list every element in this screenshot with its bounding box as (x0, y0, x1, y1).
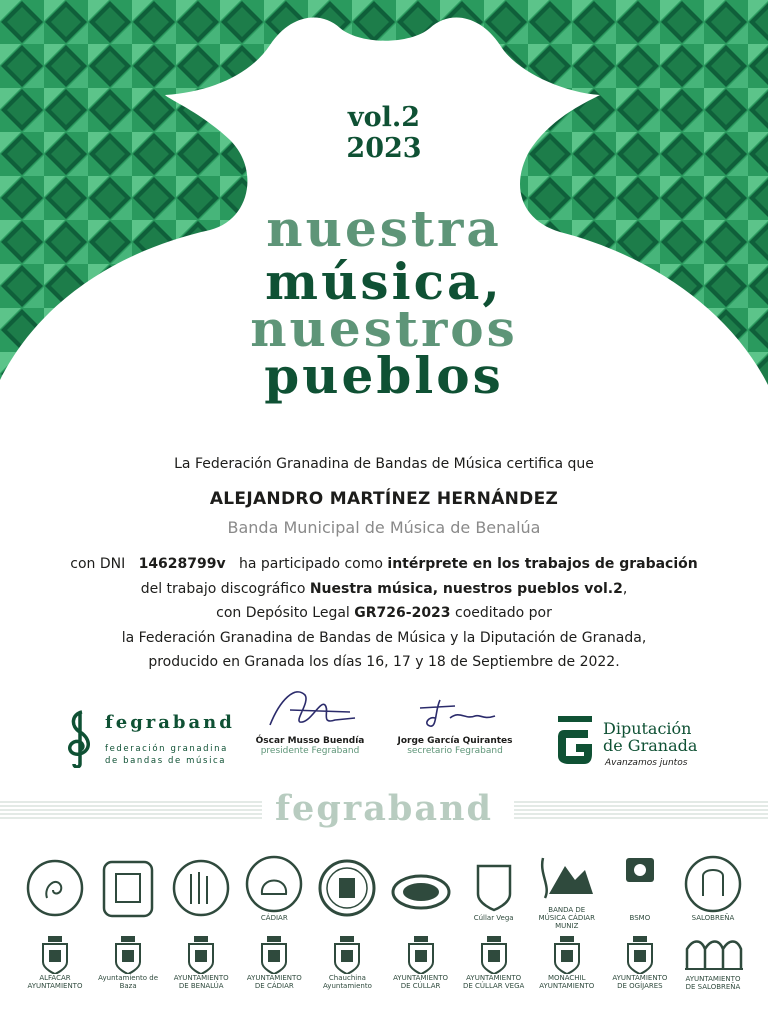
title-line-3: nuestros (250, 299, 518, 358)
signature-president: Óscar Musso Buendía presidente Fegraband (240, 680, 380, 756)
volume-year: 2023 (346, 133, 422, 164)
emblem-label: MONACHIL AYUNTAMIENTO (539, 974, 595, 990)
title-line-1: nuestra (266, 199, 502, 258)
town-emblem (314, 936, 380, 990)
emblem-label: AYUNTAMIENTO DE BENALÚA (173, 974, 229, 990)
band-crest-icon (169, 858, 233, 918)
town-crest-icon (40, 936, 70, 974)
band-crest-icon (96, 858, 160, 918)
fegraband-wordmark: fegraband (275, 788, 493, 829)
town-crest-icon (186, 936, 216, 974)
emblem-label: ALFACAR AYUNTAMIENTO (27, 974, 83, 990)
town-emblem (241, 936, 307, 990)
signatures-and-logos (0, 680, 768, 780)
emblem-label: AYUNTAMIENTO DE CÚLLAR VEGA (463, 974, 525, 990)
band-emblem (95, 858, 161, 918)
band-crest-icon (389, 858, 453, 918)
work-title: Nuestra música, nuestros pueblos vol.2 (309, 580, 623, 597)
band-emblem (168, 858, 234, 918)
fegraband-divider-strip (0, 788, 768, 830)
band-crest-icon (242, 854, 306, 914)
diputacion-granada-logo: Diputación de Granada Avanzamos juntos (556, 714, 716, 764)
emblem-label: BANDA DE MÚSICA CÁDIAR MUNIZ (538, 906, 595, 930)
town-crest-icon (552, 936, 582, 974)
town-crest-icon (332, 936, 362, 974)
emblem-label: AYUNTAMIENTO DE CÚLLAR (393, 974, 449, 990)
band-crest-icon (23, 858, 87, 918)
diputacion-g-icon (556, 716, 594, 764)
emblem-label: CÁDIAR (260, 914, 288, 922)
emblem-label: Cúllar Vega (473, 914, 514, 922)
town-emblem (461, 936, 527, 990)
band-emblems-row (22, 855, 746, 930)
signature-secretary: Jorge García Quirantes secretario Fegraband (385, 680, 525, 756)
volume-label (0, 102, 768, 164)
emblem-label: Chauchina Ayuntamiento (322, 974, 372, 990)
treble-clef-icon (60, 708, 100, 768)
legal-deposit: GR726-2023 (354, 605, 451, 621)
handwritten-signature (395, 680, 515, 736)
town-crest-icon (113, 936, 143, 974)
band-emblem (534, 846, 600, 930)
town-crest-icon (259, 936, 289, 974)
emblem-label: AYUNTAMIENTO DE OGÍJARES (612, 974, 668, 990)
band-crest-icon (681, 854, 745, 914)
recipient-band: Banda Municipal de Música de Benalúa (227, 518, 541, 537)
body-line-3: con Depósito Legal GR726-2023 coeditado por (216, 605, 552, 621)
band-emblem (22, 858, 88, 918)
town-crest-icon (479, 936, 509, 974)
fegraband-logo: fegraband federación granadina de bandas de música (60, 708, 235, 768)
town-emblem (607, 936, 673, 990)
dni-value: 14628799v (138, 556, 226, 572)
town-emblem (388, 936, 454, 990)
emblem-label: AYUNTAMIENTO DE CÁDIAR (246, 974, 302, 990)
town-emblem (534, 936, 600, 990)
body-line-1: con DNI 14628799v ha participado como intérprete en los trabajos de grabación (70, 556, 698, 572)
town-crest-icon (406, 936, 436, 974)
band-emblem (314, 858, 380, 918)
emblem-label: SALOBREÑA (691, 914, 735, 922)
emblem-label: BSMO (629, 914, 651, 922)
band-crest-icon (315, 858, 379, 918)
body-line-4: la Federación Granadina de Bandas de Música y la Diputación de Granada, (121, 629, 647, 646)
recipient-name: ALEJANDRO MARTÍNEZ HERNÁNDEZ (209, 489, 559, 509)
emblem-label: Ayuntamiento de Baza (98, 974, 159, 990)
title-line-2: música, (265, 252, 503, 311)
volume-number: vol.2 (347, 102, 421, 133)
band-emblem (388, 858, 454, 918)
town-emblem (95, 936, 161, 990)
handwritten-signature (250, 680, 370, 736)
body-line-2: del trabajo discográfico Nuestra música, nuestros pueblos vol.2, (140, 580, 628, 597)
town-crest-icon (683, 935, 743, 975)
band-crest-icon (535, 846, 599, 906)
certificate-body (0, 552, 768, 675)
town-emblems-row (22, 932, 746, 994)
town-emblem (22, 936, 88, 990)
town-emblem (168, 936, 234, 990)
emblem-label: AYUNTAMIENTO DE SALOBREÑA (685, 975, 741, 991)
band-emblem (241, 854, 307, 922)
town-emblem (680, 935, 746, 991)
band-emblem (680, 854, 746, 922)
band-emblem (461, 854, 527, 922)
title-line-4: pueblos (264, 346, 504, 405)
participation-role: intérprete en los trabajos de grabación (387, 556, 698, 572)
certificate-intro: La Federación Granadina de Bandas de Música certifica que (174, 456, 594, 472)
town-crest-icon (625, 936, 655, 974)
band-crest-icon (608, 854, 672, 914)
band-emblem (607, 854, 673, 922)
band-crest-icon (462, 854, 526, 914)
body-line-5: producido en Granada los días 16, 17 y 18 de Septiembre de 2022. (148, 654, 620, 670)
